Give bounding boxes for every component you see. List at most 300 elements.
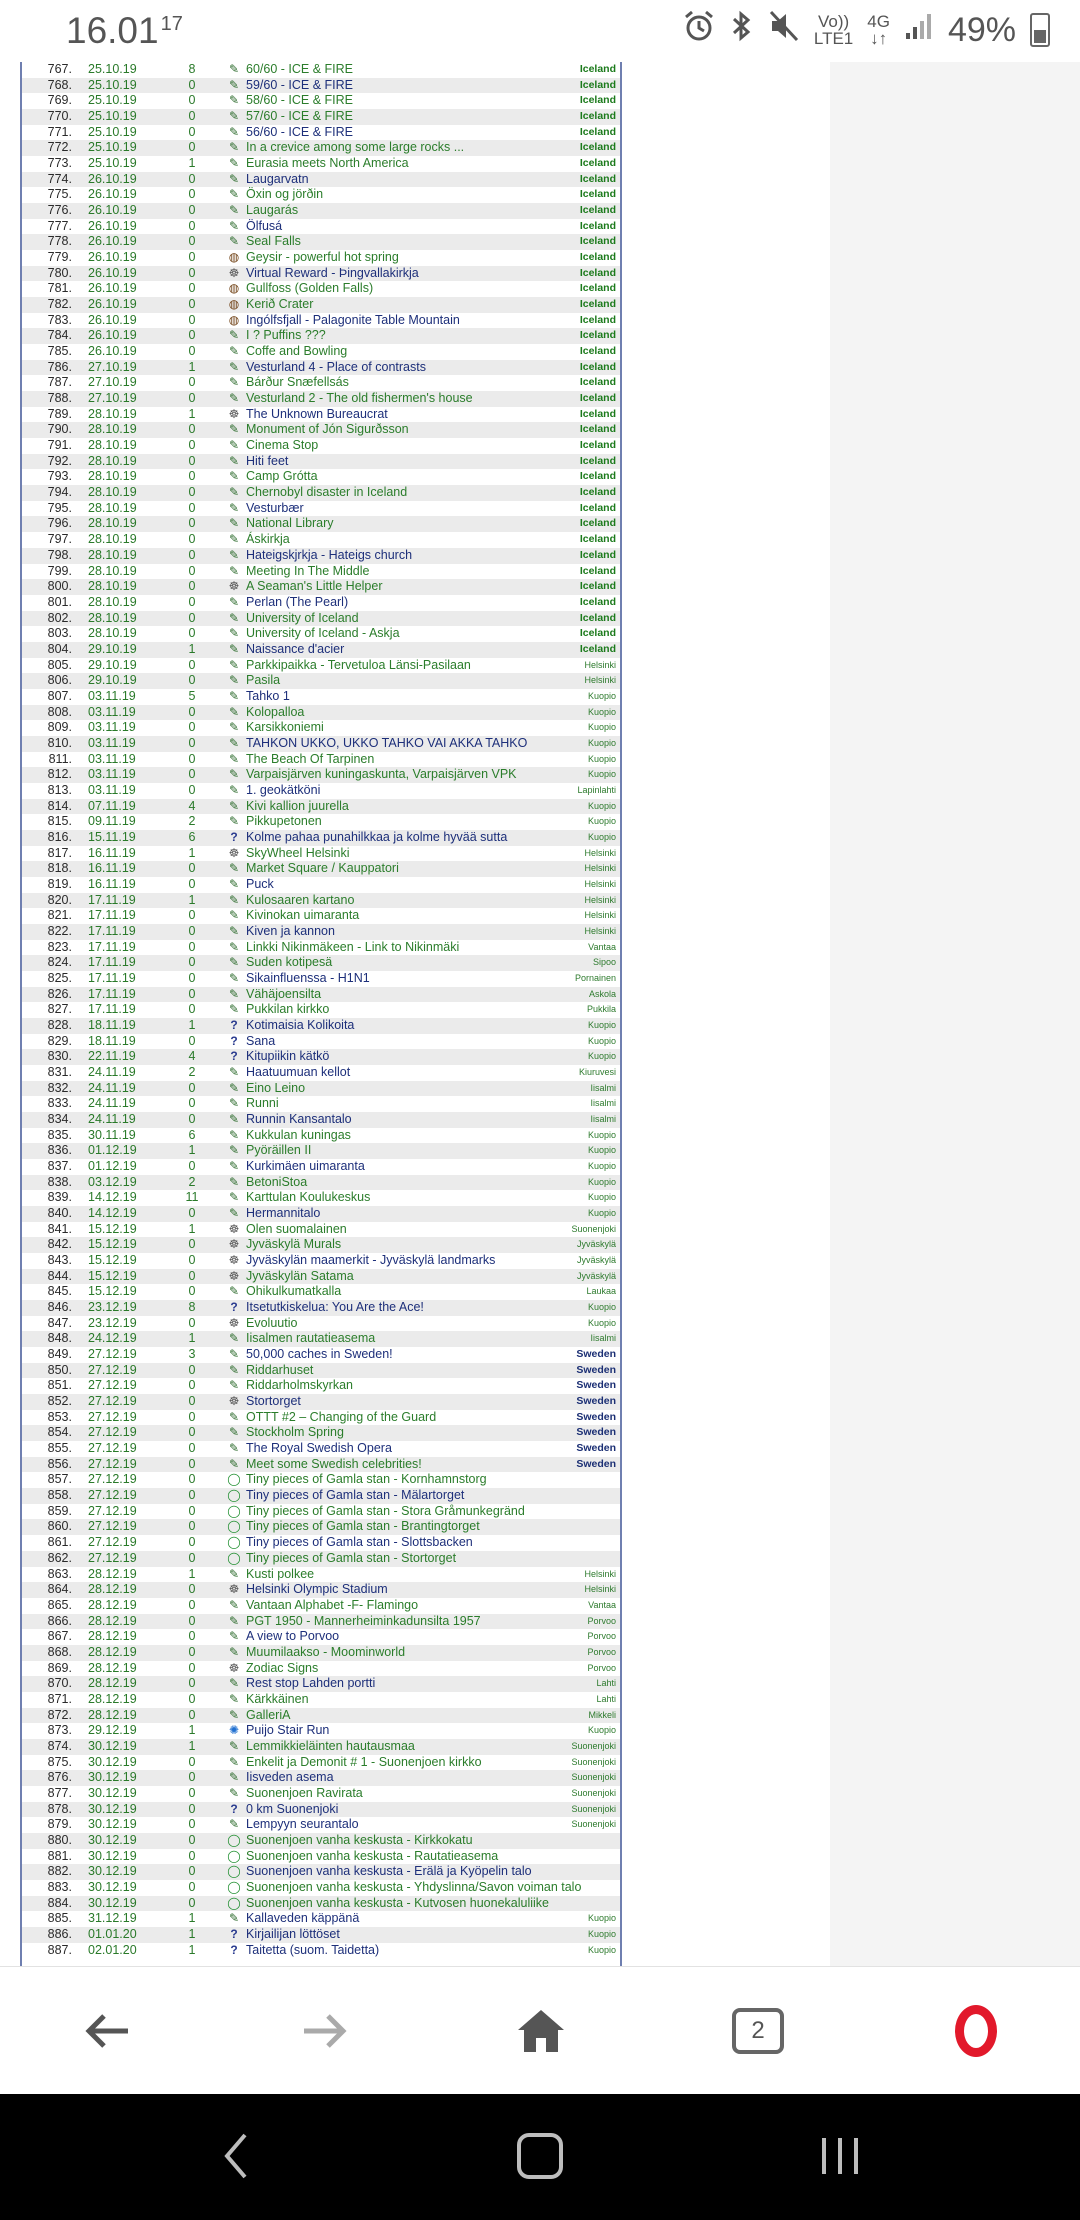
cache-name-link[interactable]: Enkelit ja Demonit # 1 - Suonenjoen kirkko: [246, 1754, 482, 1769]
cache-name-link[interactable]: National Library: [246, 516, 334, 531]
tabs-count-icon: 2: [732, 2008, 784, 2054]
table-row: [22, 1347, 620, 1363]
favorite-count: 0: [188, 704, 196, 719]
cache-name-link[interactable]: Ohikulkumatkalla: [246, 1284, 342, 1299]
row-number: 845.: [47, 1284, 72, 1299]
cache-name-link[interactable]: Tiny pieces of Gamla stan - Stora Gråmunkegränd: [246, 1503, 525, 1518]
region-label: Iceland: [579, 611, 616, 624]
table-row: [22, 1864, 620, 1880]
favorite-count: 0: [188, 1206, 196, 1221]
cache-name-link[interactable]: Monument of Jón Sigurðsson: [246, 422, 409, 437]
table-row: [22, 1081, 620, 1097]
cache-name-link[interactable]: Virtual Reward - Þingvallakirkja: [246, 265, 419, 280]
cache-name-link[interactable]: Muumilaakso - Moominworld: [246, 1644, 406, 1659]
favorite-count: 0: [188, 1362, 196, 1377]
region-label: Kuopio: [587, 690, 616, 701]
cache-name-link[interactable]: The Royal Swedish Opera: [246, 1441, 392, 1456]
cache-name-link[interactable]: 57/60 - ICE & FIRE: [246, 109, 353, 124]
cache-name-link[interactable]: Kivinokan uimaranta: [246, 908, 360, 923]
table-row: [22, 62, 620, 78]
cache-name-link[interactable]: Linkki Nikinmäkeen - Link to Nikinmäki: [246, 939, 460, 954]
cache-name-link[interactable]: University of Iceland: [246, 610, 359, 625]
forward-button[interactable]: [288, 1995, 360, 2067]
table-row: [22, 1488, 620, 1504]
cache-name-link[interactable]: Meeting In The Middle: [246, 563, 370, 578]
found-date: 24.11.19: [88, 1080, 136, 1095]
cache-name-link[interactable]: The Beach Of Tarpinen: [246, 751, 375, 766]
favorite-count: 0: [188, 955, 196, 970]
favorite-count: 0: [188, 485, 196, 500]
cache-name-link[interactable]: Jyväskylän Satama: [246, 1268, 354, 1283]
region-label: Suonenjoki: [571, 1819, 616, 1830]
region-label: Iceland: [579, 564, 616, 577]
wherigo-cache-icon: ◯: [227, 1488, 241, 1503]
traditional-cache-icon: ✎: [228, 688, 240, 703]
system-recents-button[interactable]: [800, 2124, 880, 2188]
region-label: Iceland: [579, 172, 616, 185]
cache-name-link[interactable]: Ingólfsfjall - Palagonite Table Mountain: [246, 312, 460, 327]
table-row: [22, 109, 620, 125]
cache-name-link[interactable]: Chernobyl disaster in Iceland: [246, 485, 408, 500]
cache-name-link[interactable]: Vantaan Alphabet -F- Flamingo: [246, 1597, 419, 1612]
earthcache-icon: ◍: [228, 250, 240, 265]
table-row: [22, 360, 620, 376]
cache-name-link[interactable]: BetoniStoa: [246, 1174, 308, 1189]
cache-name-link[interactable]: In a crevice among some large rocks ...: [246, 140, 465, 155]
cache-name-link[interactable]: Karttulan Koulukeskus: [246, 1190, 371, 1205]
region-label: Iceland: [579, 517, 616, 530]
traditional-cache-icon: ✎: [228, 547, 240, 562]
cache-name-link[interactable]: 0 km Suonenjoki: [246, 1801, 339, 1816]
favorite-count: 0: [188, 767, 196, 782]
region-label: Kuopio: [587, 1317, 616, 1328]
cache-name-link[interactable]: Lempyyn seurantalo: [246, 1817, 359, 1832]
cache-name-link[interactable]: Cinema Stop: [246, 438, 319, 453]
cache-name-link[interactable]: Kallaveden käppänä: [246, 1911, 360, 1926]
cache-name-link[interactable]: GalleriA: [246, 1707, 291, 1722]
cache-name-link[interactable]: Vähäjoensilta: [246, 986, 322, 1001]
found-date: 27.12.19: [88, 1409, 137, 1424]
found-date: 27.10.19: [88, 375, 137, 390]
cache-name-link[interactable]: Tiny pieces of Gamla stan - Slottsbacken: [246, 1535, 473, 1550]
cache-name-link[interactable]: Tiny pieces of Gamla stan - Stortorget: [246, 1550, 457, 1565]
cache-name-link[interactable]: Stockholm Spring: [246, 1425, 344, 1440]
row-number: 784.: [47, 328, 72, 343]
region-label: Lapinlahti: [577, 784, 616, 795]
row-number: 832.: [47, 1080, 72, 1095]
row-number: 839.: [47, 1190, 72, 1205]
cache-name-link[interactable]: Vesturbær: [246, 500, 304, 515]
row-number: 840.: [47, 1206, 72, 1221]
cache-name-link[interactable]: Hateigskjrkja - Hateigs church: [246, 547, 413, 562]
row-number: 866.: [47, 1613, 72, 1628]
cache-name-link[interactable]: Itsetutkiskelua: You Are the Ace!: [246, 1300, 424, 1315]
found-date: 25.10.19: [88, 77, 137, 92]
table-row: [22, 1739, 620, 1755]
region-label: Iceland: [579, 266, 616, 279]
table-row: [22, 814, 620, 830]
table-row: [22, 1661, 620, 1677]
cache-name-link[interactable]: Riddarholmskyrkan: [246, 1378, 353, 1393]
table-row: [22, 125, 620, 141]
found-date: 28.12.19: [88, 1582, 137, 1597]
found-date: 15.12.19: [88, 1253, 137, 1268]
cache-name-link[interactable]: Kulosaaren kartano: [246, 892, 355, 907]
cache-name-link[interactable]: Puijo Stair Run: [246, 1723, 330, 1738]
table-row: [22, 266, 620, 282]
found-date: 28.12.19: [88, 1707, 137, 1722]
region-label: Kuopio: [587, 1019, 616, 1030]
traditional-cache-icon: ✎: [228, 1190, 240, 1205]
cache-name-link[interactable]: Gullfoss (Golden Falls): [246, 281, 374, 296]
table-row: [22, 1911, 620, 1927]
cache-name-link[interactable]: Iisveden asema: [246, 1770, 334, 1785]
favorite-count: 0: [188, 1629, 196, 1644]
region-label: Helsinki: [584, 1568, 616, 1579]
favorite-count: 0: [188, 203, 196, 218]
row-number: 799.: [47, 563, 72, 578]
cache-name-link[interactable]: Kitupiikin kätkö: [246, 1049, 330, 1064]
found-date: 27.10.19: [88, 391, 137, 406]
cache-name-link[interactable]: Stortorget: [246, 1394, 301, 1409]
table-row: [22, 752, 620, 768]
cache-name-link[interactable]: Suonenjoen vanha keskusta - Rautatieasema: [246, 1848, 499, 1863]
row-number: 843.: [47, 1253, 72, 1268]
found-date: 28.10.19: [88, 610, 137, 625]
traditional-cache-icon: ✎: [228, 1456, 240, 1471]
table-row: [22, 830, 620, 846]
cache-name-link[interactable]: 1. geokätköni: [246, 782, 321, 797]
cache-name-link[interactable]: Naissance d'acier: [246, 641, 345, 656]
row-number: 775.: [47, 187, 72, 202]
region-label: Porvoo: [587, 1631, 616, 1642]
found-date: 23.12.19: [88, 1300, 137, 1315]
earthcache-icon: ◍: [228, 297, 240, 312]
favorite-count: 0: [188, 1096, 196, 1111]
row-number: 772.: [47, 140, 72, 155]
row-number: 822.: [47, 923, 72, 938]
region-label: Kuopio: [587, 769, 616, 780]
cache-name-link[interactable]: Runni: [246, 1096, 279, 1111]
cache-name-link[interactable]: Bárður Snæfellsás: [246, 375, 349, 390]
cache-name-link[interactable]: Vesturland 2 - The old fishermen's house: [246, 391, 473, 406]
table-row: [22, 375, 620, 391]
cache-name-link[interactable]: Öxin og jörðin: [246, 187, 324, 202]
found-date: 17.11.19: [88, 892, 136, 907]
row-number: 881.: [47, 1848, 72, 1863]
cache-name-link[interactable]: Olen suomalainen: [246, 1221, 347, 1236]
found-date: 18.11.19: [88, 1033, 136, 1048]
cache-name-link[interactable]: Varpaisjärven kuningaskunta, Varpaisjärven VPK: [246, 767, 517, 782]
region-label: Iceland: [579, 642, 616, 655]
traditional-cache-icon: ✎: [228, 782, 240, 797]
found-date: 28.12.19: [88, 1644, 137, 1659]
cache-name-link[interactable]: Suonenjoen vanha keskusta - Kutvosen huonekaluliike: [246, 1895, 549, 1910]
cache-name-link[interactable]: PGT 1950 - Mannerheiminkadunsilta 1957: [246, 1613, 481, 1628]
found-date: 29.10.19: [88, 641, 137, 656]
mystery-cache-icon: ?: [230, 1300, 238, 1315]
cache-name-link[interactable]: Meet some Swedish celebrities!: [246, 1456, 422, 1471]
cache-name-link[interactable]: Laugarvatn: [246, 171, 309, 186]
cache-name-link[interactable]: SkyWheel Helsinki: [246, 845, 350, 860]
cache-name-link[interactable]: Hermannitalo: [246, 1206, 321, 1221]
favorite-count: 0: [188, 1895, 196, 1910]
cache-name-link[interactable]: Kolme pahaa punahilkkaa ja kolme hyvää sutta: [246, 829, 508, 844]
row-number: 803.: [47, 626, 72, 641]
found-date: 30.12.19: [88, 1895, 137, 1910]
cache-name-link[interactable]: Eino Leino: [246, 1080, 306, 1095]
cache-name-link[interactable]: Kolopalloa: [246, 704, 305, 719]
cache-name-link[interactable]: Suonenjoen vanha keskusta - Yhdyslinna/Savon voiman talo: [246, 1879, 582, 1894]
table-row: [22, 1770, 620, 1786]
cache-name-link[interactable]: Perlan (The Pearl): [246, 594, 349, 609]
back-button[interactable]: [72, 1995, 144, 2067]
cache-name-link[interactable]: Jyväskylä Murals: [246, 1237, 342, 1252]
cache-name-link[interactable]: Kirjailijan löttöset: [246, 1926, 340, 1941]
cache-name-link[interactable]: Tahko 1: [246, 688, 290, 703]
row-number: 798.: [47, 547, 72, 562]
traditional-cache-icon: ✎: [228, 1002, 240, 1017]
cache-name-link[interactable]: Rest stop Lahden portti: [246, 1676, 376, 1691]
table-row: [22, 626, 620, 642]
traditional-cache-icon: ✎: [228, 876, 240, 891]
favorite-count: 5: [188, 688, 196, 703]
cache-name-link[interactable]: Kusti polkee: [246, 1566, 315, 1581]
opera-menu-button[interactable]: [940, 1995, 1012, 2067]
row-number: 771.: [47, 124, 72, 139]
cache-name-link[interactable]: Sikainfluenssa - H1N1: [246, 970, 370, 985]
cache-name-link[interactable]: Pasila: [246, 673, 281, 688]
table-row: [22, 1394, 620, 1410]
found-date: 02.01.20: [88, 1942, 137, 1957]
region-label: Suonenjoki: [571, 1756, 616, 1767]
cache-name-link[interactable]: Eurasia meets North America: [246, 156, 409, 171]
traditional-cache-icon: ✎: [228, 1566, 240, 1581]
cache-name-link[interactable]: A Seaman's Little Helper: [246, 579, 383, 594]
cache-name-link[interactable]: TAHKON UKKO, UKKO TAHKO VAI AKKA TAHKO: [246, 735, 528, 750]
table-row: [22, 78, 620, 94]
table-row: [22, 1614, 620, 1630]
row-number: 782.: [47, 297, 72, 312]
status-bar: [0, 0, 1080, 62]
favorite-count: 0: [188, 923, 196, 938]
cache-name-link[interactable]: Lemmikkieläinten hautausmaa: [246, 1738, 415, 1753]
table-row: [22, 893, 620, 909]
cache-name-link[interactable]: Ölfusá: [246, 218, 283, 233]
row-number: 815.: [47, 814, 72, 829]
region-label: Sweden: [576, 1442, 616, 1455]
multi-cache-icon: ☸: [228, 1315, 240, 1330]
cache-name-link[interactable]: Suonenjoen vanha keskusta - Kirkkokatu: [246, 1832, 473, 1847]
found-date: 27.12.19: [88, 1503, 137, 1518]
cache-name-link[interactable]: Tiny pieces of Gamla stan - Kornhamnstorg: [246, 1472, 487, 1487]
found-date: 28.10.19: [88, 579, 137, 594]
table-row: [22, 720, 620, 736]
mystery-cache-icon: ?: [230, 1017, 238, 1032]
table-row: [22, 219, 620, 235]
cache-name-link[interactable]: University of Iceland - Askja: [246, 626, 400, 641]
found-date: 28.10.19: [88, 469, 137, 484]
traditional-cache-icon: ✎: [228, 1362, 240, 1377]
cache-name-link[interactable]: The Unknown Bureaucrat: [246, 406, 388, 421]
region-label: Sweden: [576, 1379, 616, 1392]
row-number: 804.: [47, 641, 72, 656]
traditional-cache-icon: ✎: [228, 1065, 240, 1079]
favorite-count: 0: [188, 1770, 196, 1785]
cache-name-link[interactable]: I ? Puffins ???: [246, 328, 326, 343]
cache-name-link[interactable]: 58/60 - ICE & FIRE: [246, 93, 353, 108]
traditional-cache-icon: ✎: [228, 140, 240, 155]
cache-name-link[interactable]: Suonenjoen vanha keskusta - Erälä ja Kyöpelin talo: [246, 1864, 532, 1879]
cache-name-link[interactable]: Suonenjoen Ravirata: [246, 1785, 363, 1800]
favorite-count: 0: [188, 1112, 196, 1127]
favorite-count: 0: [188, 532, 196, 547]
tabs-button[interactable]: [722, 1995, 794, 2067]
cache-name-link[interactable]: Puck: [246, 876, 274, 891]
found-date: 03.11.19: [88, 735, 136, 750]
region-label: Sweden: [576, 1410, 616, 1423]
found-date: 30.12.19: [88, 1801, 137, 1816]
cache-name-link[interactable]: Kotimaisia Kolikoita: [246, 1017, 355, 1032]
mystery-cache-icon: ?: [230, 1942, 238, 1957]
web-page-content[interactable]: [0, 62, 1080, 1966]
cache-name-link[interactable]: Vesturland 4 - Place of contrasts: [246, 359, 426, 374]
favorite-count: 0: [188, 1378, 196, 1393]
system-home-button[interactable]: [500, 2124, 580, 2188]
found-date: 01.12.19: [88, 1143, 137, 1158]
cache-name-link[interactable]: A view to Porvoo: [246, 1629, 340, 1644]
wherigo-cache-icon: ◯: [227, 1503, 241, 1518]
cache-name-link[interactable]: Suden kotipesä: [246, 955, 333, 970]
cache-name-link[interactable]: Market Square / Kauppatori: [246, 861, 399, 876]
region-label: Lahti: [596, 1693, 616, 1704]
cache-name-link[interactable]: Pikkupetonen: [246, 814, 322, 829]
table-row: [22, 250, 620, 266]
cache-name-link[interactable]: Tiny pieces of Gamla stan - Brantingtorget: [246, 1519, 480, 1534]
cache-name-link[interactable]: Kurkimäen uimaranta: [246, 1159, 365, 1174]
cache-name-link[interactable]: Riddarhuset: [246, 1362, 314, 1377]
found-date: 25.10.19: [88, 124, 137, 139]
multi-cache-icon: ☸: [228, 1660, 240, 1675]
traditional-cache-icon: ✎: [228, 1409, 240, 1424]
wherigo-cache-icon: ◯: [227, 1472, 241, 1487]
traditional-cache-icon: ✎: [228, 1644, 240, 1659]
system-back-button[interactable]: [196, 2124, 276, 2188]
traditional-cache-icon: ✎: [228, 391, 240, 406]
row-number: 797.: [47, 532, 72, 547]
cache-name-link[interactable]: Haatuumuan kellot: [246, 1065, 351, 1079]
traditional-cache-icon: ✎: [228, 1441, 240, 1456]
cache-name-link[interactable]: Áskirkja: [246, 532, 290, 547]
cache-name-link[interactable]: Parkkipaikka - Tervetuloa Länsi-Pasilaan: [246, 657, 471, 672]
favorite-count: 0: [188, 1801, 196, 1816]
favorite-count: 1: [188, 641, 196, 656]
favorite-count: 1: [188, 1566, 196, 1581]
table-row: [22, 1896, 620, 1912]
found-date: 26.10.19: [88, 281, 137, 296]
favorite-count: 0: [188, 1864, 196, 1879]
cache-name-link[interactable]: Kukkulan kuningas: [246, 1127, 351, 1142]
cache-name-link[interactable]: Karsikkoniemi: [246, 720, 324, 735]
traditional-cache-icon: ✎: [228, 939, 240, 954]
found-date: 27.12.19: [88, 1347, 137, 1362]
cache-name-link[interactable]: Kärkkäinen: [246, 1691, 309, 1706]
traditional-cache-icon: ✎: [228, 203, 240, 218]
cache-name-link[interactable]: Pyöräillen II: [246, 1143, 312, 1158]
cache-name-link[interactable]: 50,000 caches in Sweden!: [246, 1347, 393, 1362]
cache-name-link[interactable]: OTTT #2 – Changing of the Guard: [246, 1409, 437, 1424]
favorite-count: 0: [188, 1237, 196, 1252]
cache-name-link[interactable]: Geysir - powerful hot spring: [246, 250, 399, 265]
cache-name-link[interactable]: 59/60 - ICE & FIRE: [246, 77, 353, 92]
cache-name-link[interactable]: Zodiac Signs: [246, 1660, 319, 1675]
cache-name-link[interactable]: Camp Grótta: [246, 469, 318, 484]
arrow-left-icon: [84, 2011, 132, 2051]
table-row: [22, 1786, 620, 1802]
found-date: 27.12.19: [88, 1425, 137, 1440]
favorite-count: 0: [188, 1268, 196, 1283]
cache-name-link[interactable]: Laugarás: [246, 203, 299, 218]
cache-name-link[interactable]: Tiny pieces of Gamla stan - Mälartorget: [246, 1488, 465, 1503]
cache-name-link[interactable]: Sana: [246, 1033, 276, 1048]
row-number: 783.: [47, 312, 72, 327]
cache-name-link[interactable]: Kerið Crater: [246, 297, 314, 312]
found-date: 24.11.19: [88, 1112, 136, 1127]
traditional-cache-icon: ✎: [228, 657, 240, 672]
row-number: 812.: [47, 767, 72, 782]
cache-name-link[interactable]: Hiti feet: [246, 453, 289, 468]
row-number: 865.: [47, 1597, 72, 1612]
favorite-count: 8: [188, 1300, 196, 1315]
cache-name-link[interactable]: Jyväskylän maamerkit - Jyväskylä landmarks: [246, 1253, 496, 1268]
favorite-count: 0: [188, 234, 196, 249]
row-number: 785.: [47, 344, 72, 359]
favorite-count: 11: [185, 1190, 199, 1205]
cache-name-link[interactable]: Kivi kallion juurella: [246, 798, 349, 813]
cache-name-link[interactable]: Helsinki Olympic Stadium: [246, 1582, 388, 1597]
region-label: Sweden: [576, 1348, 616, 1361]
region-label: Askola: [588, 988, 616, 999]
table-row: [22, 1504, 620, 1520]
cache-name-link[interactable]: Runnin Kansantalo: [246, 1112, 352, 1127]
cache-name-link[interactable]: Evoluutio: [246, 1315, 298, 1330]
cache-name-link[interactable]: Taitetta (suom. Taidetta): [246, 1942, 380, 1957]
cache-name-link[interactable]: Coffe and Bowling: [246, 344, 348, 359]
wherigo-cache-icon: ◯: [227, 1832, 241, 1847]
cache-name-link[interactable]: Pukkilan kirkko: [246, 1002, 330, 1017]
table-row: [22, 1018, 620, 1034]
table-row: [22, 281, 620, 297]
cache-name-link[interactable]: 56/60 - ICE & FIRE: [246, 124, 353, 139]
wherigo-cache-icon: ◯: [227, 1895, 241, 1910]
table-row: [22, 391, 620, 407]
cache-name-link[interactable]: Iisalmen rautatieasema: [246, 1331, 376, 1346]
table-row: [22, 1802, 620, 1818]
home-button[interactable]: [505, 1995, 577, 2067]
table-row: [22, 1692, 620, 1708]
region-label: Kuopio: [587, 1913, 616, 1924]
cache-name-link[interactable]: 60/60 - ICE & FIRE: [246, 62, 353, 76]
row-number: 876.: [47, 1770, 72, 1785]
cache-name-link[interactable]: Seal Falls: [246, 234, 301, 249]
cache-name-link[interactable]: Kiven ja kannon: [246, 923, 335, 938]
traditional-cache-icon: ✎: [228, 109, 240, 124]
multi-cache-icon: ☸: [228, 845, 240, 860]
multi-cache-icon: ☸: [228, 1268, 240, 1283]
table-row: [22, 1535, 620, 1551]
region-label: Iisalmi: [590, 1098, 616, 1109]
traditional-cache-icon: ✎: [228, 1597, 240, 1612]
